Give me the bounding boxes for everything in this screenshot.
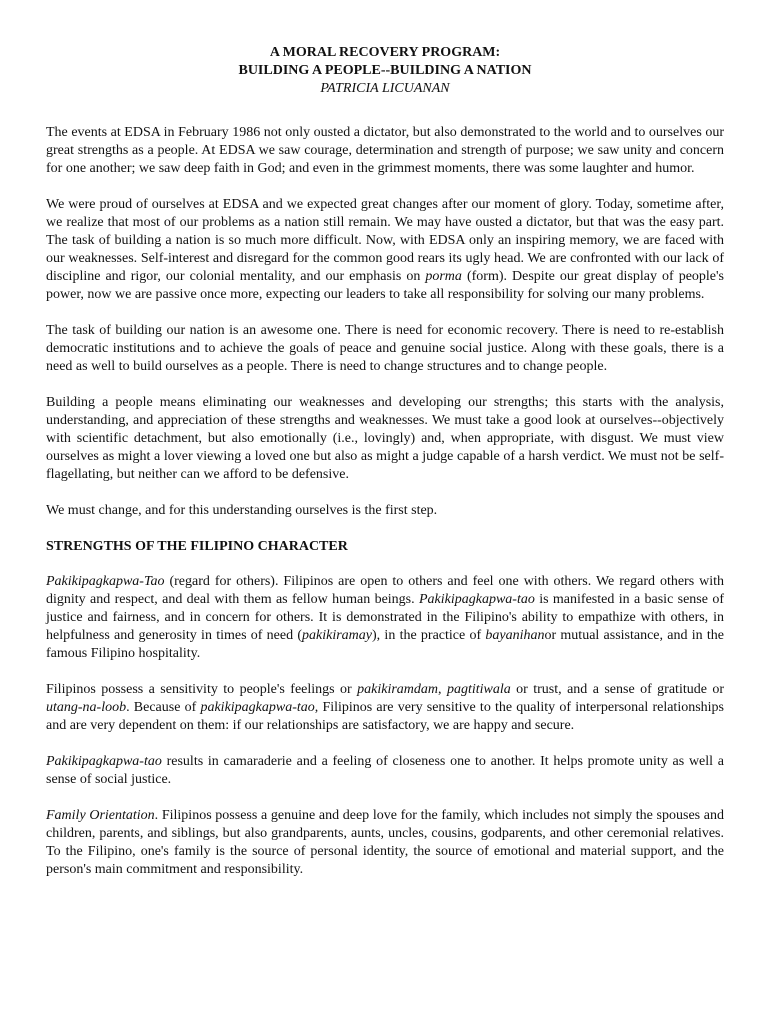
- paragraph-first-step: We must change, and for this understanding ourselves is the first step.: [46, 503, 438, 518]
- paragraph-text: Filipinos possess a sensitivity to people's feelings or: [46, 682, 358, 697]
- paragraph-edsa-events: The events at EDSA in February 1986 not only ousted a dictator, but also demonstrated to the world and to ourselves our great strengths as a people. At EDSA we saw courage, determination and strength of purpose; we saw unity and concern for one another; we saw deep faith in God; and even in the grimmest moments, there was some laughter and humor.: [46, 125, 724, 176]
- paragraph-text: , Filipinos are very sensitive to the quality of interpersonal relationships and are very dependent on them: if our relationships are satisfactory, we are happy and secure.: [46, 700, 725, 733]
- paragraph-nation-building: The task of building our nation is an awesome one. There is need for economic recovery. There is need to re-establish democratic institutions and to achieve the goals of peace and genuine social justice. Along with these goals, there is a need as well to build ourselves as a people. There is need to change structures and to change people.: [46, 323, 724, 374]
- paragraph-text: ), in the practice of: [372, 628, 486, 643]
- emphasis-term: Family Orientation: [46, 808, 155, 823]
- paragraph-text: or mutual assistance, and in the famous Filipino hospitality.: [46, 628, 724, 661]
- paragraph-pakikipagkapwa-tao: [46, 573, 724, 663]
- paragraph-camaraderie: [46, 753, 724, 789]
- section-heading: STRENGTHS OF THE FILIPINO CHARACTER: [46, 539, 348, 554]
- paragraph-text: (regard for others). Filipinos are open to others and feel one with others. We regard others with dignity and respect, and deal with them as fellow human beings.: [46, 574, 724, 607]
- paragraph-family-orientation: [46, 807, 724, 879]
- emphasis-term: Pakikipagkapwa-Tao: [46, 574, 165, 589]
- paragraph-after-edsa: [46, 196, 724, 304]
- emphasis-term: pakikiramay: [302, 628, 373, 643]
- author-name: PATRICIA LICUANAN: [320, 81, 450, 96]
- emphasis-term: pakikiramdam: [357, 682, 439, 697]
- emphasis-term: pakikipagkapwa-tao: [200, 700, 315, 715]
- paragraph-text: We were proud of ourselves at EDSA and we expected great changes after our moment of glory. Today, sometime after, we realize that most of our problems as a nation still remain. We may have ousted a dictator, but that was the easy part. The task of building a nation is so much more difficult. Now, with EDSA only an inspiring memory, we are faced with our weaknesses. Self-interest and disregard for the common good rears its ugly head. We are confronted with our lack of discipline and rigor, our colonial mentality, and our emphasis on: [46, 197, 724, 284]
- paragraph-text: (form). Despite our great display of people's power, now we are passive once more, expecting our leaders to take all responsibility for solving our many problems.: [46, 269, 724, 302]
- emphasis-term: pagtitiwala: [446, 682, 511, 697]
- emphasis-term: Pakikipagkapwa-tao: [418, 592, 535, 607]
- emphasis-term: Pakikipagkapwa-tao: [46, 754, 162, 769]
- emphasis-term: bayanihan: [485, 628, 545, 643]
- document-page: [46, 44, 724, 897]
- paragraph-text: or trust, and a sense of gratitude or: [510, 682, 725, 697]
- paragraph-text: results in camaraderie and a feeling of closeness one to another. It helps promote unity as well a sense of social justice.: [46, 754, 724, 787]
- paragraph-text: is manifested in a basic sense of justice and fairness, and in concern for others. It is demonstrated in the Filipino's ability to empathize with others, in helpfulness and generosity in times of need (: [46, 592, 724, 643]
- emphasis-term: utang-na-loob: [46, 700, 127, 715]
- paragraph-sensitivity: [46, 681, 724, 735]
- emphasis-term: porma: [425, 269, 462, 284]
- paragraph-text: . Because of: [126, 700, 201, 715]
- paragraph-text: . Filipinos possess a genuine and deep love for the family, which includes not simply the spouses and children, parents, and siblings, but also grandparents, aunts, uncles, cousins, godparents, and other ceremonial relatives. To the Filipino, one's family is the source of personal identity, the source of emotional and material support, and the person's main commitment and responsibility.: [46, 808, 724, 877]
- paragraph-text: ,: [438, 682, 447, 697]
- paragraph-building-people: Building a people means eliminating our weaknesses and developing our strengths; this starts with the analysis, understanding, and appreciation of these strengths and weaknesses. We must take a good look at ourselves--objectively with scientific detachment, but also emotionally (i.e., lovingly) and, when appropriate, with disgust. We must view ourselves as might a lover viewing a loved one but also as might a judge capable of a harsh verdict. We must not be self-flagellating, but neither can we afford to be defensive.: [46, 395, 724, 482]
- title-block: [46, 44, 724, 98]
- document-title-line2: BUILDING A PEOPLE--BUILDING A NATION: [238, 63, 532, 78]
- document-title-line1: A MORAL RECOVERY PROGRAM:: [269, 45, 501, 60]
